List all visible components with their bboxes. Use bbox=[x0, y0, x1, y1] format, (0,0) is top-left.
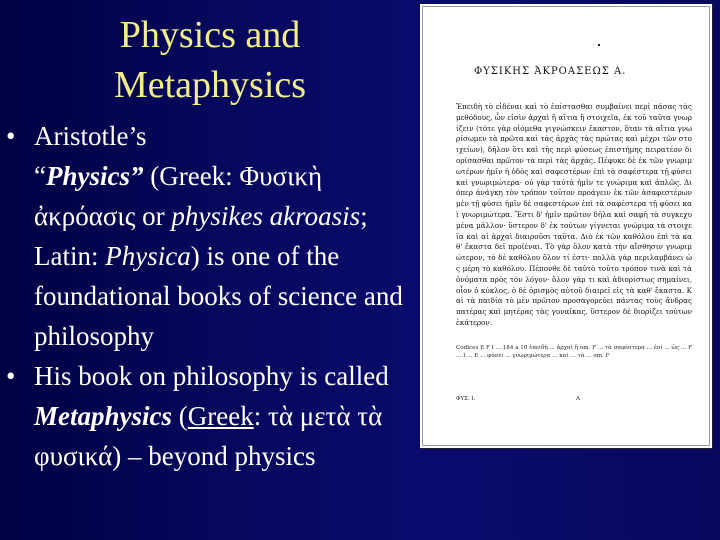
greek-link[interactable]: Greek bbox=[187, 401, 254, 431]
bullet-metaphysics bbox=[6, 356, 421, 476]
metaphysics-text-2: ( bbox=[172, 401, 188, 431]
author-name: Aristotle’s bbox=[34, 121, 147, 151]
book-page-image bbox=[420, 4, 712, 448]
metaphysics-text-1: His book on philosophy is called bbox=[34, 361, 389, 391]
page-signature: ΦΥΣ. Ι. bbox=[456, 396, 476, 402]
physics-text-2: ; Latin: bbox=[34, 201, 368, 271]
bullet-icon: • bbox=[6, 121, 16, 151]
page-footnotes: Codices E F I ... 184 a 10 ἐπειδὴ ... ἀρχαὶ ἢ om. F ... τὰ σαφέστερα ... ἐπὶ ... ὡς ... F ... I ... E ... φύσει ... γνωριμώτερα ... καὶ ... τὰ ... om. F bbox=[456, 345, 692, 359]
metaphysics-text-3: : τὰ μετὰ τὰ φυσικά) – beyond physics bbox=[34, 401, 383, 471]
page-gathering-mark: Α bbox=[576, 396, 580, 402]
physics-text-3: ) is one of the foundational books of science and philosophy bbox=[34, 241, 403, 351]
physics-text-1: (Greek: Φυσικὴ ἀκρόασις or bbox=[34, 161, 323, 231]
page-mark bbox=[598, 44, 600, 46]
title-line-1: Physics and bbox=[119, 14, 301, 56]
bullet-physics bbox=[6, 116, 421, 356]
bullet-icon: • bbox=[6, 361, 16, 391]
physics-title: Physics” bbox=[45, 161, 144, 191]
slide-title bbox=[60, 10, 360, 110]
open-quote: “ bbox=[34, 161, 46, 191]
title-line-2: Metaphysics bbox=[113, 64, 307, 106]
greek-term: physikes akroasis bbox=[171, 201, 361, 231]
metaphysics-title: Metaphysics bbox=[34, 401, 172, 431]
bullet-list bbox=[6, 116, 421, 476]
page-greek-text: Ἐπειδὴ τὸ εἰδέναι καὶ τὸ ἐπίστασθαι συμβαίνει περὶ πάσας τὰς μεθόδους, ὧν εἰσὶν ἀρχαὶ ἢ αἴτια ἢ στοιχεῖα, ἐκ τοῦ ταῦτα γνωρίζειν (τότε γὰρ οἰόμεθα γιγνώσκειν ἕκαστον, ὅταν τὰ αἴτια γνωρίσωμεν τὰ πρῶτα καὶ τὰς ἀρχὰς τὰς πρώτας καὶ μέχρι τῶν στοιχείων), δῆλον ὅτι καὶ τῆς περὶ φύσεως ἐπιστήμης πειρατέον διορίσασθαι πρῶτον τὰ περὶ τὰς ἀρχάς. Πέφυκε δὲ ἐκ τῶν γνωριμωτέρων ἡμῖν ἡ ὁδὸς καὶ σαφεστέρων ἐπὶ τὰ σαφέστερα τῇ φύσει καὶ γνωριμώτερα· οὐ γὰρ ταὐτὰ ἡμῖν τε γνώριμα καὶ ἁπλῶς. Διόπερ ἀνάγκη τὸν τρόπον τοῦτον προάγειν ἐκ τῶν ἀσαφεστέρων μὲν τῇ φύσει ἡμῖν δὲ σαφεστέρων ἐπὶ τὰ σαφέστερα τῇ φύσει καὶ γνωριμώτερα. Ἔστι δ' ἡμῖν πρῶτον δῆλα καὶ σαφῆ τὰ συγκεχυμένα μᾶλλον· ὕστερον δ' ἐκ τούτων γίγνεται γνώριμα τὰ στοιχεῖα καὶ αἱ ἀρχαὶ διαιροῦσι ταῦτα. Διὸ ἐκ τῶν καθόλου ἐπὶ τὰ καθ' ἕκαστα δεῖ προϊέναι. Τὸ γὰρ ὅλον κατὰ τὴν αἴσθησιν γνωριμώτερον, τὸ δὲ καθόλου ὅλον τί ἐστι· πολλὰ γὰρ περιλαμβάνει ὡς μέρη τὸ καθόλου. Πέπονθε δὲ ταὐτὸ τοῦτο τρόπον τινὰ καὶ τὰ ὀνόματα πρὸς τὸν λόγον· ὅλον γάρ τι καὶ ἀδιορίστως σημαίνει, οἷον ὁ κύκλος, ὁ δὲ ὁρισμὸς αὐτοῦ διαιρεῖ εἰς τὰ καθ' ἕκαστα. Καὶ τὰ παιδία τὸ μὲν πρῶτον προσαγορεύει πάντας τοὺς ἄνδρας πατέρας καὶ μητέρας τὰς γυναῖκας, ὕστερον δὲ διορίζει τούτων ἑκάτερον. bbox=[456, 102, 692, 327]
page-heading: ΦΥΣΙΚΗΣ ἈΚΡΟΑΣΕΩΣ Α. bbox=[474, 66, 627, 77]
latin-term: Physica bbox=[105, 241, 191, 271]
